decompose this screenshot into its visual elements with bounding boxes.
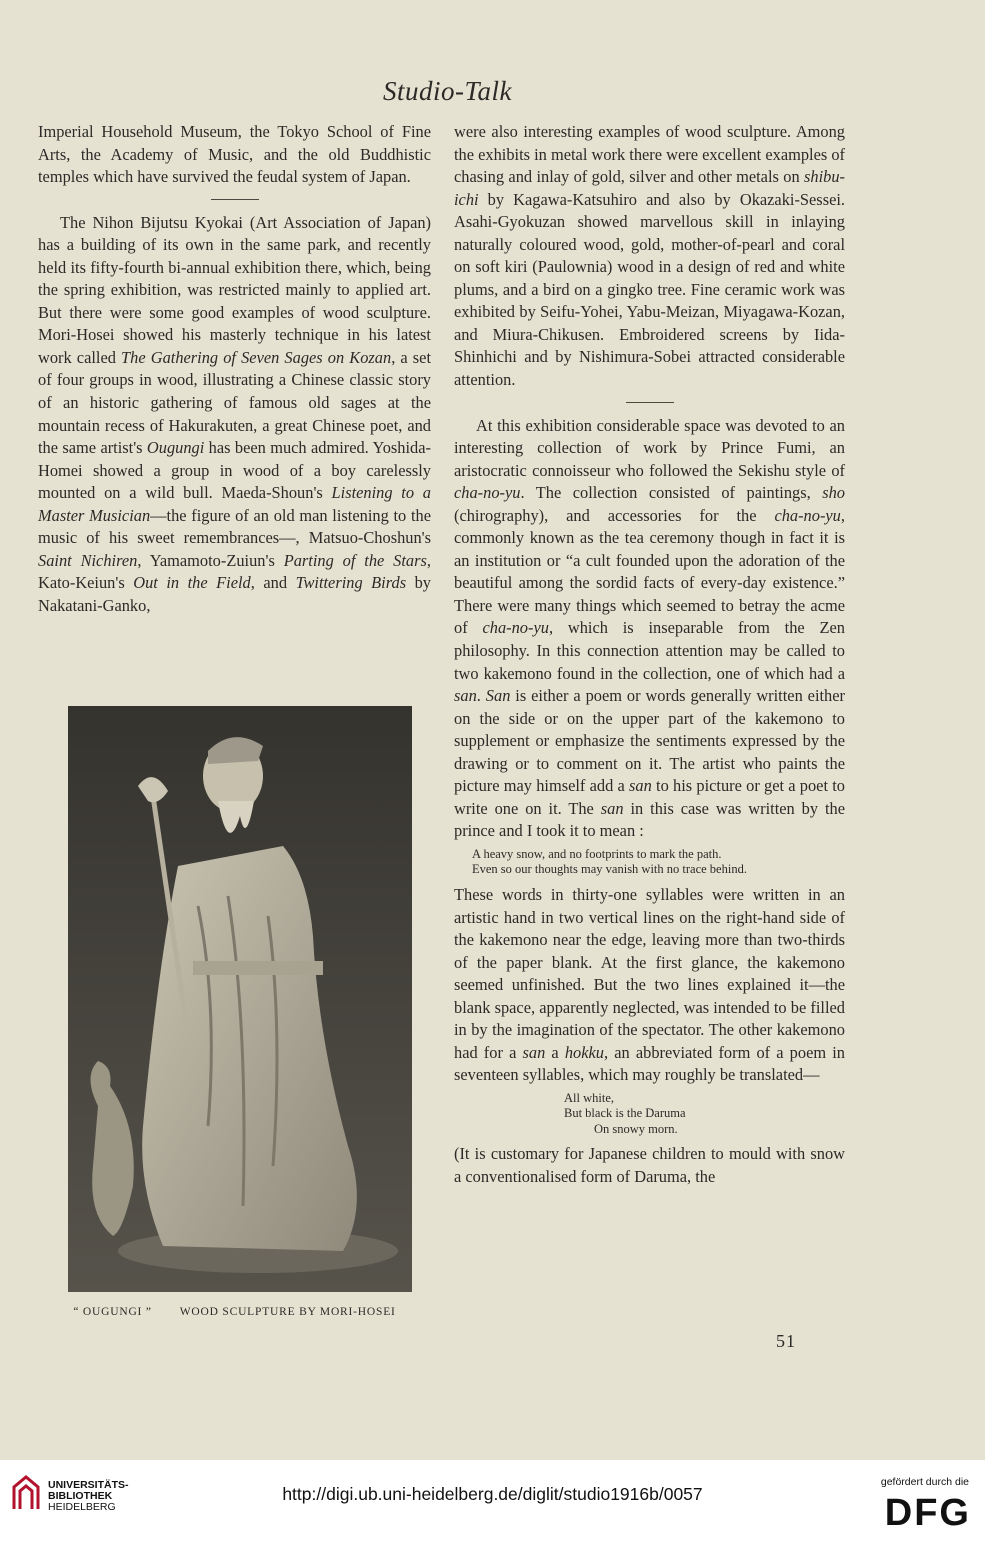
term: hokku: [564, 1042, 604, 1062]
right-column: [454, 121, 845, 1188]
section-divider: [211, 199, 259, 200]
term: shibu-ichi: [454, 167, 845, 209]
artwork-title: Out in the Field: [133, 573, 251, 593]
verse-line: All white,: [564, 1090, 614, 1105]
verse-line: But black is the Daruma: [564, 1106, 686, 1121]
digitization-footer: [0, 1460, 985, 1555]
artwork-title: Twittering Birds: [295, 573, 407, 593]
term: sho: [822, 483, 845, 503]
term: san: [522, 1042, 546, 1062]
verse-translation: [454, 847, 845, 878]
verse-line: Even so our thoughts may vanish with no trace behind.: [472, 862, 747, 877]
running-head: Studio-Talk: [382, 76, 513, 106]
artwork-title: The Gathering of Seven Sages on Kozan: [121, 347, 392, 367]
section-divider: [626, 402, 674, 403]
verse-line: On snowy morn.: [594, 1121, 678, 1136]
verse-line: A heavy snow, and no footprints to mark the path.: [472, 846, 722, 861]
page-number: 51: [776, 1331, 796, 1351]
figure-caption: [38, 1306, 431, 1318]
hokku-translation: [454, 1091, 845, 1138]
funding-note: gefördert durch die: [880, 1476, 969, 1488]
paragraph: The Nihon Bijutsu Kyokai (Art Association of Japan) has a building of its own in the same park, and recently held its fifty-fourth bi-annual exhibition there, which, being the spring exhibition, was restricted mainly to applied art. But there were some good examples of wood sculpture. Mori-Hosei showed his masterly technique in his latest work called The Gathering of Seven Sages on Kozan, a set of four groups in wood, illustrating a Chinese classic story of an historic gathering of famous old sages at the mountain recess of Hakurakuten, a great Chinese poet, and the same artist's Ougungi has been much admired. Yoshida-Homei showed a group in wood of a boy carelessly mounted on a wild bull. Maeda-Shoun's Listening to a Master Musician—the figure of an old man listening to the music of his sweet remembrances—, Matsuo-Choshun's Saint Nichiren, Yamamoto-Zuiun's Parting of the Stars, Kato-Keiun's Out in the Field, and Twittering Birds by Nakatani-Ganko,: [38, 212, 432, 615]
term: san: [600, 798, 624, 818]
paragraph: At this exhibition considerable space was devoted to an interesting collection of work by Prince Fumi, an aristocratic connoisseur who followed the Sekishu style of cha-no-yu. The collection consisted of paintings, sho (chirography), and accessories for the cha-no-yu, commonly known as the tea ceremony though in fact it is an institution or “a cult founded upon the adoration of the beautiful among the sordid facts of every-day existence.” There were many things which seemed to betray the acme of cha-no-yu, which is inseparable from the Zen philosophy. In this connection attention may be called to two kakemono found in the collection, one of which had a san. San is either a poem or words generally written either on the side or on the upper part of the kakemono to supplement or emphasize the sentiments expressed by the drawing or to comment on it. The artist who paints the picture may himself add a san to his picture or get a poet to write one on it. The san in this case was written by the prince and I took it to mean :: [454, 415, 845, 841]
term: cha-no-yu: [774, 505, 841, 525]
term: cha-no-yu: [482, 618, 549, 638]
sculpture-illustration: [68, 706, 412, 1292]
artwork-title: Listening to a Master Musician: [38, 483, 431, 525]
paragraph: were also interesting examples of wood sculpture. Among the exhibits in metal work there were excellent examples of chasing and inlay of gold, silver and other metals on shibu-ichi by Kagawa-Katsuhiro and also by Okazaki-Sessei. Asahi-Gyokuzan showed marvellous skill in inlaying naturally coloured wood, gold, mother-of-pearl and coral on soft kiri (Paulownia) wood in a design of red and white plums, and a bird on a gingko tree. Fine ceramic work was exhibited by Seifu-Yohei, Yabu-Meizan, Miyagawa-Kozan, and Miura-Chikusen. Embroidered screens by Iida-Shinhichi and by Nishimura-Sobei attracted considerable attention.: [454, 122, 845, 390]
left-column: [38, 121, 431, 617]
term: cha-no-yu: [454, 483, 521, 503]
sculpture-photograph: [68, 706, 412, 1292]
artwork-title: Saint Nichiren: [38, 550, 138, 570]
artwork-title: Ougungi: [146, 438, 205, 458]
paragraph: Imperial Household Museum, the Tokyo School of Fine Arts, the Academy of Music, and the old Buddhistic temples which have survived the feudal system of Japan.: [38, 122, 431, 187]
term: San: [485, 686, 511, 706]
artwork-title: Parting of the Stars: [283, 550, 427, 570]
permalink[interactable]: http://digi.ub.uni-heidelberg.de/diglit/studio1916b/0057: [282, 1484, 703, 1504]
paragraph: (It is customary for Japanese children to mould with snow a conventionalised form of Daruma, the: [454, 1144, 845, 1186]
caption-title: “ OUGUNGI ”: [73, 1306, 152, 1318]
library-name: UNIVERSITÄTS- BIBLIOTHEK HEIDELBERG: [48, 1479, 129, 1513]
term: san: [454, 686, 477, 706]
term: san: [629, 776, 652, 796]
caption-credit: WOOD SCULPTURE BY MORI-HOSEI: [179, 1306, 396, 1318]
paragraph: These words in thirty-one syllables were written in an artistic hand in two vertical lines on the right-hand side of the kakemono near the edge, leaving more than two-thirds of the paper blank. At the first glance, the kakemono seemed unfinished. But the two lines explained it—the blank space, apparently neglected, was intended to be filled in by the imagination of the spectator. The other kakemono had for a san a hokku, an abbreviated form of a poem in seventeen syllables, which may roughly be translated—: [454, 884, 845, 1085]
dfg-logo: DFG: [884, 1492, 971, 1534]
